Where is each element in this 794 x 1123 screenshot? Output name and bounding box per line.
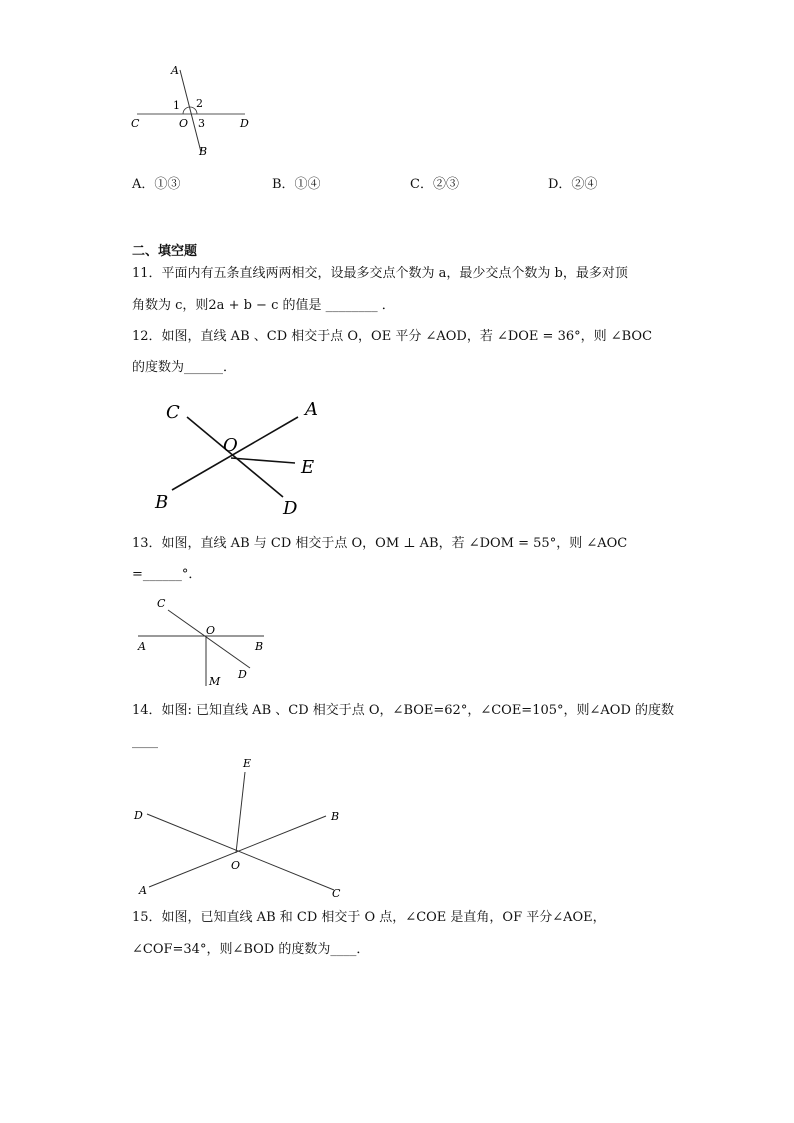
figure-q12	[150, 395, 330, 520]
label-C: C	[332, 887, 341, 900]
label-D: D	[238, 668, 247, 681]
label-E: E	[243, 757, 252, 770]
label-B: B	[199, 145, 208, 158]
label-O: O	[206, 624, 216, 637]
label-A: A	[138, 640, 146, 653]
label-1: 1	[173, 99, 180, 112]
label-O: O	[223, 435, 238, 456]
label-E: E	[301, 457, 315, 478]
figure-q14	[128, 752, 358, 902]
label-B: B	[331, 810, 340, 823]
q11-line2: 角数为 c，则2a + b − c 的值是 ________ ．	[132, 298, 395, 313]
label-O: O	[231, 859, 241, 872]
label-M: M	[209, 675, 221, 688]
label-A: A	[171, 64, 179, 77]
q14-line2: ____	[132, 734, 158, 749]
q12-line1: 12．如图，直线 AB 、CD 相交于点 O，OE 平分 ∠AOD，若 ∠DOE = 36°，则 ∠BOC	[132, 329, 653, 344]
q13-line1: 13．如图，直线 AB 与 CD 相交于点 O，OM ⊥ AB，若 ∠DOM = 55°，则 ∠AOC	[132, 536, 628, 551]
q15-line2: ∠COF=34°，则∠BOD 的度数为____．	[132, 942, 370, 957]
q13-line2: =______°．	[132, 567, 202, 582]
q11-line1: 11．平面内有五条直线两两相交，设最多交点个数为 a，最少交点个数为 b，最多对顶	[132, 266, 628, 281]
label-2: 2	[196, 97, 203, 110]
label-D: D	[240, 117, 249, 130]
label-A: A	[305, 399, 318, 420]
label-D: D	[283, 498, 298, 519]
label-C: C	[157, 597, 166, 610]
label-O: O	[179, 117, 189, 130]
label-3: 3	[198, 117, 205, 130]
option-b[interactable]: B．①④	[272, 177, 321, 192]
ray-oe	[236, 772, 245, 853]
line-cd	[187, 417, 283, 497]
line-dc	[147, 814, 334, 890]
option-d[interactable]: D．②④	[548, 177, 598, 192]
label-D: D	[134, 809, 143, 822]
label-C: C	[166, 402, 180, 423]
label-A: A	[139, 884, 147, 897]
section-title: 二、填空题	[132, 244, 198, 259]
figure-q13	[130, 592, 275, 692]
label-C: C	[131, 117, 140, 130]
line-cd	[168, 610, 250, 668]
label-B: B	[155, 492, 169, 513]
label-B: B	[255, 640, 264, 653]
option-a[interactable]: A．①③	[132, 177, 181, 192]
option-c[interactable]: C．②③	[410, 177, 459, 192]
figure-q10	[125, 60, 265, 160]
q15-line1: 15．如图，已知直线 AB 和 CD 相交于 O 点，∠COE 是直角，OF 平分∠AOE，	[132, 910, 606, 925]
q12-line2: 的度数为______．	[132, 360, 237, 375]
q14-line1: 14．如图: 已知直线 AB 、CD 相交于点 O，∠BOE=62°，∠COE=105°，则∠AOD 的度数	[132, 703, 675, 718]
line-ab	[180, 70, 201, 152]
